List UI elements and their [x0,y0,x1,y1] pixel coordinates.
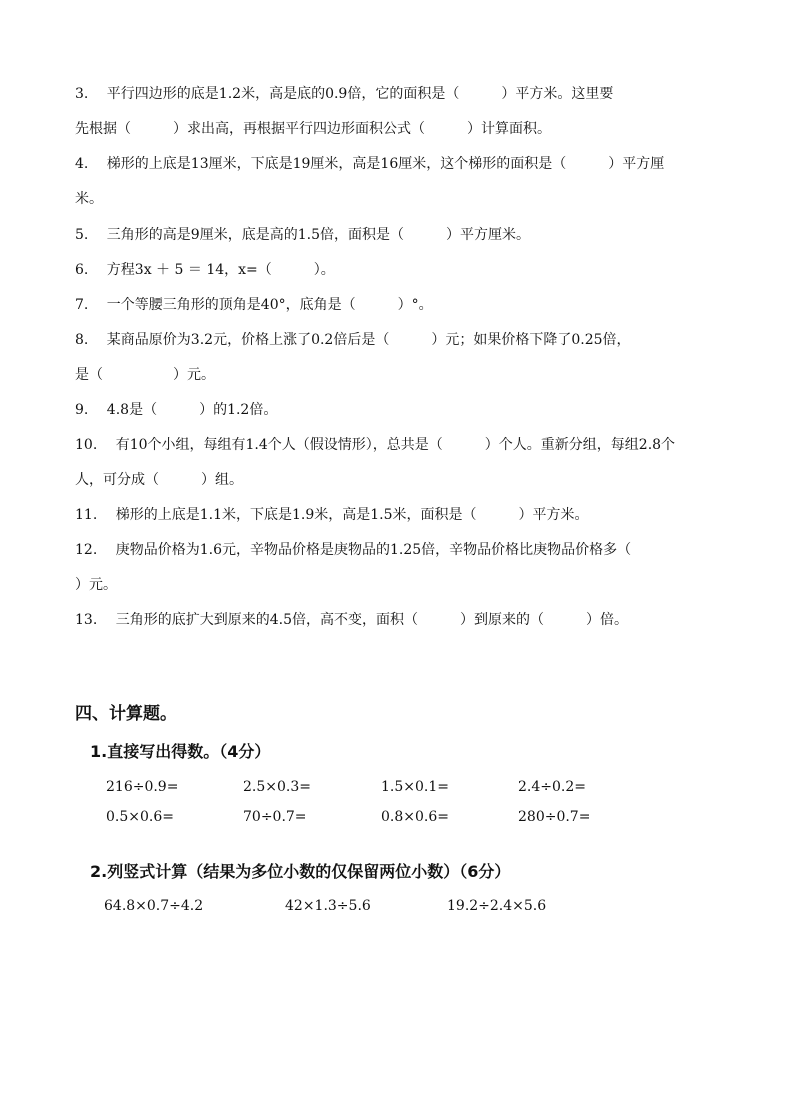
calc-item: 2.5×0.3= [243,779,311,795]
question-12-line-2: ）元。 [75,577,117,593]
question-4-line-1: 4. 梯形的上底是13厘米，下底是19厘米，高是16厘米，这个梯形的面积是（ ）平方厘 [75,156,665,172]
part-2-title: 2.列竖式计算（结果为多位小数的仅保留两位小数）（6分） [90,862,511,881]
calc-item: 0.8×0.6= [381,809,449,825]
question-3-line-2: 先根据（ ）求出高，再根据平行四边形面积公式（ ）计算面积。 [75,121,551,137]
question-12-line-1: 12. 庚物品价格为1.6元，辛物品价格是庚物品的1.25倍，辛物品价格比庚物品价格多（ [75,542,632,558]
question-8-line-1: 8. 某商品原价为3.2元，价格上涨了0.2倍后是（ ）元；如果价格下降了0.25倍， [75,332,631,348]
question-3-line-1: 3. 平行四边形的底是1.2米，高是底的0.9倍，它的面积是（ ）平方米。这里要 [75,86,614,102]
vertical-calc-item: 64.8×0.7÷4.2 [104,898,204,914]
vertical-calc-item: 42×1.3÷5.6 [285,898,371,914]
calc-item: 0.5×0.6= [106,809,174,825]
question-6: 6. 方程3x ＋ 5 ＝ 14，x=（ ）。 [75,262,335,278]
calc-item: 2.4÷0.2= [518,779,586,795]
question-5: 5. 三角形的高是9厘米，底是高的1.5倍，面积是（ ）平方厘米。 [75,227,530,243]
calc-item: 70÷0.7= [243,809,307,825]
question-10-line-2: 人，可分成（ ）组。 [75,472,243,488]
part-1-title: 1.直接写出得数。（4分） [90,742,271,761]
question-7: 7. 一个等腰三角形的顶角是40°，底角是（ ）°。 [75,297,433,313]
question-11: 11. 梯形的上底是1.1米，下底是1.9米，高是1.5米，面积是（ ）平方米。 [75,507,589,523]
question-8-line-2: 是（ ）元。 [75,367,215,383]
question-9: 9. 4.8是（ ）的1.2倍。 [75,402,278,418]
calc-item: 280÷0.7= [518,809,591,825]
question-10-line-1: 10. 有10个小组，每组有1.4个人（假设情形），总共是（ ）个人。重新分组，每组2.8个 [75,437,676,453]
calc-item: 216÷0.9= [106,779,179,795]
question-13: 13. 三角形的底扩大到原来的4.5倍，高不变，面积（ ）到原来的（ ）倍。 [75,612,628,628]
vertical-calc-item: 19.2÷2.4×5.6 [447,898,547,914]
calc-item: 1.5×0.1= [381,779,449,795]
section-4-title: 四、计算题。 [75,704,177,724]
question-4-line-2: 米。 [75,191,103,207]
